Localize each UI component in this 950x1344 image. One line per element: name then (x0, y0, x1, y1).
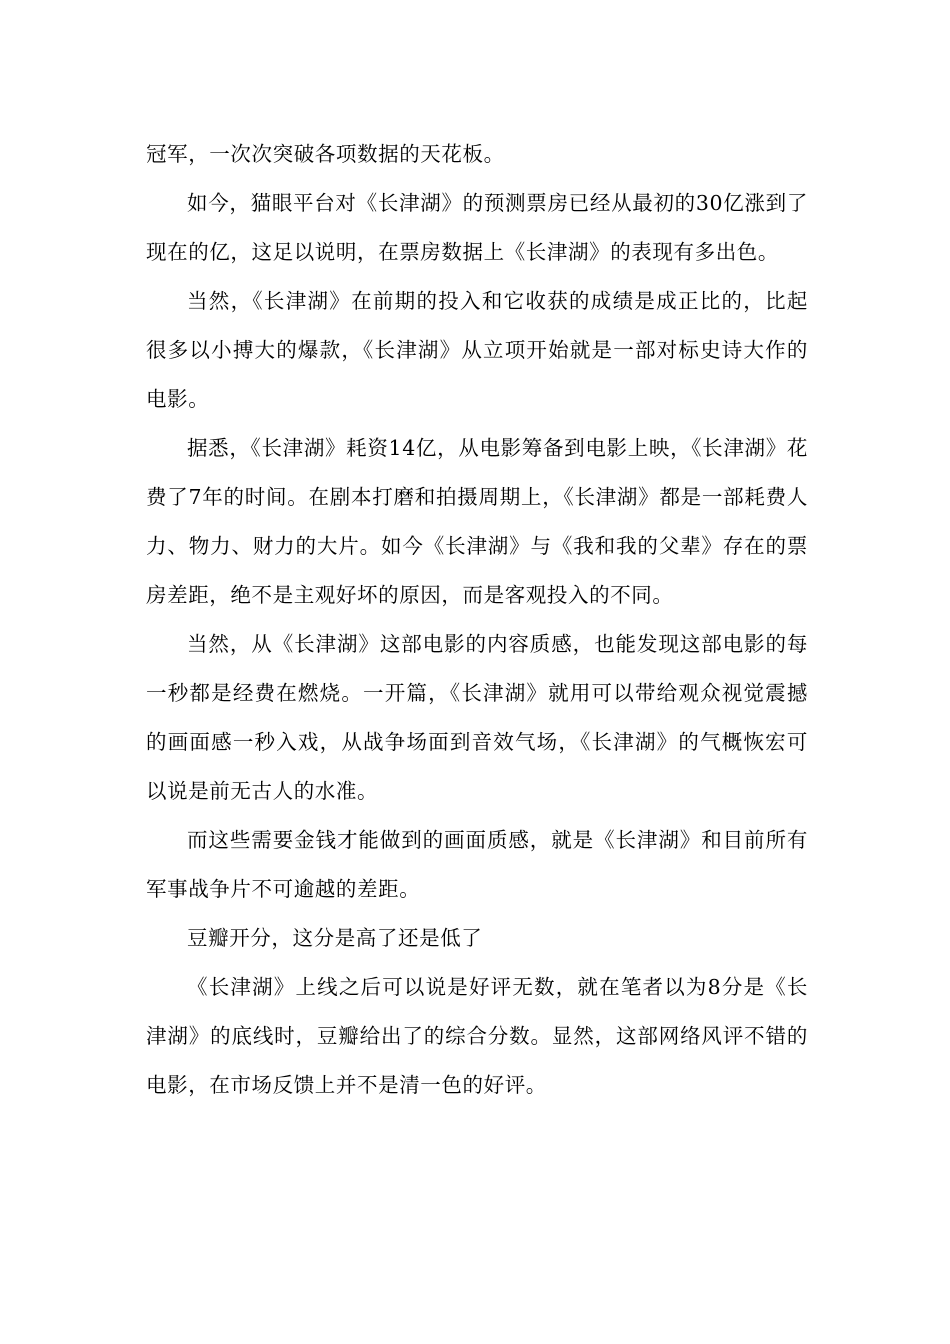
paragraph-douban-score: 《长津湖》上线之后可以说是好评无数，就在笔者以为8分是《长津湖》的底线时，豆瓣给出了的综合分数。显然，这部网络风评不错的电影，在市场反馈上并不是清一色的好评。 (146, 975, 808, 1097)
paragraph-investment: 当然，《长津湖》在前期的投入和它收获的成绩是成正比的，比起很多以小搏大的爆款，《长津湖》从立项开始就是一部对标史诗大作的电影。 (146, 289, 808, 411)
paragraph-box-office-forecast: 如今，猫眼平台对《长津湖》的预测票房已经从最初的30亿涨到了现在的亿，这足以说明，在票房数据上《长津湖》的表现有多出色。 (146, 191, 808, 264)
paragraph-continued: 冠军，一次次突破各项数据的天花板。 (146, 142, 505, 166)
paragraph-visual-quality: 当然，从《长津湖》这部电影的内容质感，也能发现这部电影的每一秒都是经费在燃烧。一开篇，《长津湖》就用可以带给观众视觉震撼的画面感一秒入戏，从战争场面到音效气场，《长津湖》的气概恢宏可以说是前无古人的水准。 (146, 632, 808, 803)
paragraph-budget: 据悉，《长津湖》耗资14亿，从电影筹备到电影上映，《长津湖》花费了7年的时间。在剧本打磨和拍摄周期上，《长津湖》都是一部耗费人力、物力、财力的大片。如今《长津湖》与《我和我的父辈》存在的票房差距，绝不是主观好坏的原因，而是客观投入的不同。 (146, 436, 808, 607)
section-heading-douban: 豆瓣开分，这分是高了还是低了 (187, 926, 483, 950)
paragraph-gap: 而这些需要金钱才能做到的画面质感，就是《长津湖》和目前所有军事战争片不可逾越的差距。 (146, 828, 808, 901)
document-body (146, 130, 808, 1110)
